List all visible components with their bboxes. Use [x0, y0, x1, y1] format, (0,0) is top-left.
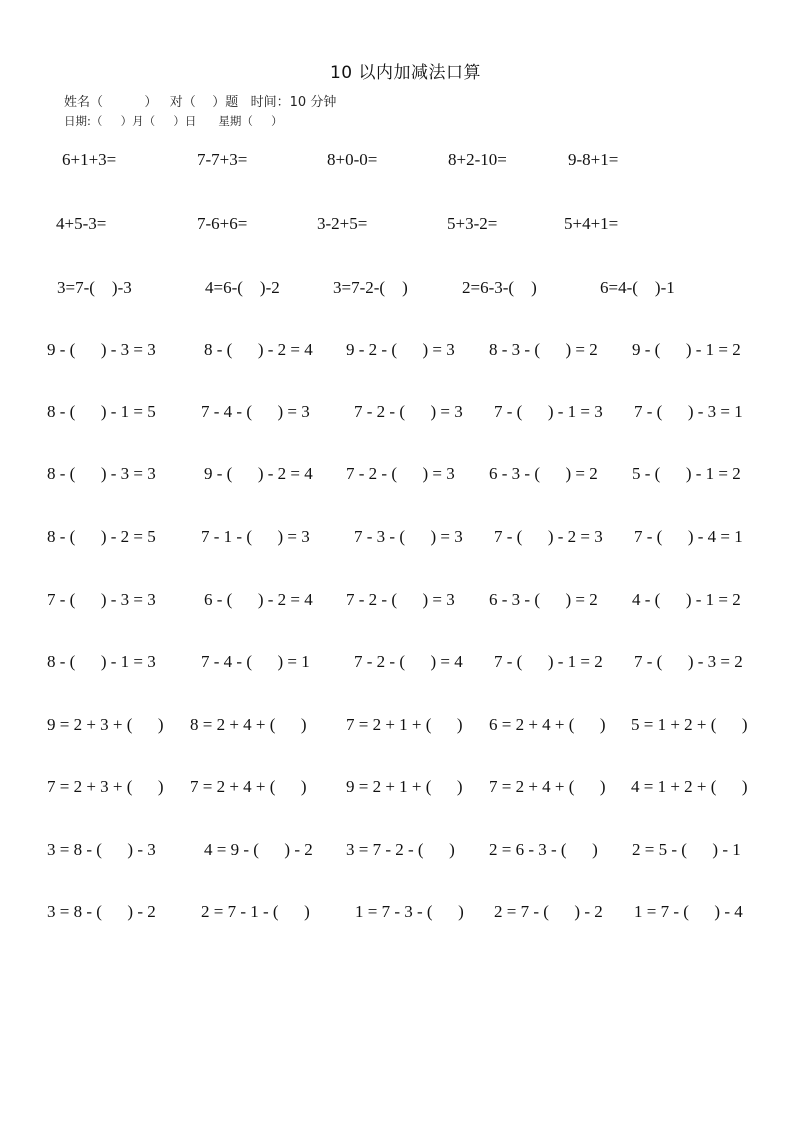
- math-problem: 5+3-2=: [447, 214, 498, 233]
- math-problem: 1 = 7 - ( ) - 4: [634, 902, 743, 921]
- math-problem: 6=4-( )-1: [600, 278, 675, 297]
- math-problem: 7 - 4 - ( ) = 3: [201, 402, 310, 421]
- math-problem: 2 = 7 - ( ) - 2: [494, 902, 603, 921]
- math-problem: 4 - ( ) - 1 = 2: [632, 590, 741, 609]
- math-problem: 7 - ( ) - 3 = 2: [634, 652, 743, 671]
- math-problem: 8+2-10=: [448, 150, 507, 169]
- math-problem: 7-6+6=: [197, 214, 248, 233]
- math-problem: 2=6-3-( ): [462, 278, 537, 297]
- math-problem: 8 - ( ) - 2 = 5: [47, 527, 156, 546]
- math-problem: 7 - 1 - ( ) = 3: [201, 527, 310, 546]
- student-info-line: 姓名（ ） 对（ ）题 时间：10 分钟: [64, 95, 337, 110]
- math-problem: 8 - ( ) - 1 = 3: [47, 652, 156, 671]
- math-problem: 7 = 2 + 4 + ( ): [190, 777, 307, 796]
- math-problem: 7 - 2 - ( ) = 3: [346, 590, 455, 609]
- math-problem: 3=7-( )-3: [57, 278, 132, 297]
- math-problem: 9 = 2 + 3 + ( ): [47, 715, 164, 734]
- math-problem: 7 - ( ) - 4 = 1: [634, 527, 743, 546]
- math-problem: 7 - 4 - ( ) = 1: [201, 652, 310, 671]
- math-problem: 7 - ( ) - 3 = 1: [634, 402, 743, 421]
- math-problem: 9-8+1=: [568, 150, 619, 169]
- math-problem: 2 = 5 - ( ) - 1: [632, 840, 741, 859]
- math-problem: 9 - ( ) - 1 = 2: [632, 340, 741, 359]
- math-problem: 9 - ( ) - 2 = 4: [204, 464, 313, 483]
- worksheet-title: 10 以内加减法口算: [329, 63, 482, 83]
- math-problem: 4=6-( )-2: [205, 278, 280, 297]
- math-problem: 7 - ( ) - 3 = 3: [47, 590, 156, 609]
- math-problem: 7 = 2 + 3 + ( ): [47, 777, 164, 796]
- math-problem: 3-2+5=: [317, 214, 368, 233]
- math-problem: 7 = 2 + 1 + ( ): [346, 715, 463, 734]
- math-problem: 8 = 2 + 4 + ( ): [190, 715, 307, 734]
- math-problem: 3 = 8 - ( ) - 3: [47, 840, 156, 859]
- math-problem: 5 - ( ) - 1 = 2: [632, 464, 741, 483]
- math-problem: 5 = 1 + 2 + ( ): [631, 715, 748, 734]
- math-problem: 5+4+1=: [564, 214, 619, 233]
- math-problem: 9 - 2 - ( ) = 3: [346, 340, 455, 359]
- math-problem: 6+1+3=: [62, 150, 117, 169]
- math-problem: 9 - ( ) - 3 = 3: [47, 340, 156, 359]
- math-problem: 2 = 6 - 3 - ( ): [489, 840, 598, 859]
- math-problem: 1 = 7 - 3 - ( ): [355, 902, 464, 921]
- math-problem: 3=7-2-( ): [333, 278, 408, 297]
- math-problem: 6 - 3 - ( ) = 2: [489, 464, 598, 483]
- math-problem: 4+5-3=: [56, 214, 107, 233]
- math-problem: 9 = 2 + 1 + ( ): [346, 777, 463, 796]
- math-problem: 3 = 8 - ( ) - 2: [47, 902, 156, 921]
- math-problem: 7 - 2 - ( ) = 3: [346, 464, 455, 483]
- math-problem: 7 - ( ) - 1 = 2: [494, 652, 603, 671]
- math-problem: 4 = 9 - ( ) - 2: [204, 840, 313, 859]
- math-problem: 6 - 3 - ( ) = 2: [489, 590, 598, 609]
- math-problem: 7 = 2 + 4 + ( ): [489, 777, 606, 796]
- math-problem: 2 = 7 - 1 - ( ): [201, 902, 310, 921]
- date-info-line: 日期:（ ）月（ ）日 星期（ ）: [64, 114, 283, 128]
- math-problem: 3 = 7 - 2 - ( ): [346, 840, 455, 859]
- math-problem: 6 = 2 + 4 + ( ): [489, 715, 606, 734]
- math-problem: 8+0-0=: [327, 150, 378, 169]
- math-problem: 7 - 2 - ( ) = 4: [354, 652, 463, 671]
- math-problem: 7 - 3 - ( ) = 3: [354, 527, 463, 546]
- math-problem: 4 = 1 + 2 + ( ): [631, 777, 748, 796]
- math-problem: 7-7+3=: [197, 150, 248, 169]
- math-problem: 8 - ( ) - 2 = 4: [204, 340, 313, 359]
- math-problem: 7 - 2 - ( ) = 3: [354, 402, 463, 421]
- math-problem: 7 - ( ) - 2 = 3: [494, 527, 603, 546]
- math-problem: 6 - ( ) - 2 = 4: [204, 590, 313, 609]
- math-problem: 8 - 3 - ( ) = 2: [489, 340, 598, 359]
- math-problem: 7 - ( ) - 1 = 3: [494, 402, 603, 421]
- math-problem: 8 - ( ) - 1 = 5: [47, 402, 156, 421]
- math-problem: 8 - ( ) - 3 = 3: [47, 464, 156, 483]
